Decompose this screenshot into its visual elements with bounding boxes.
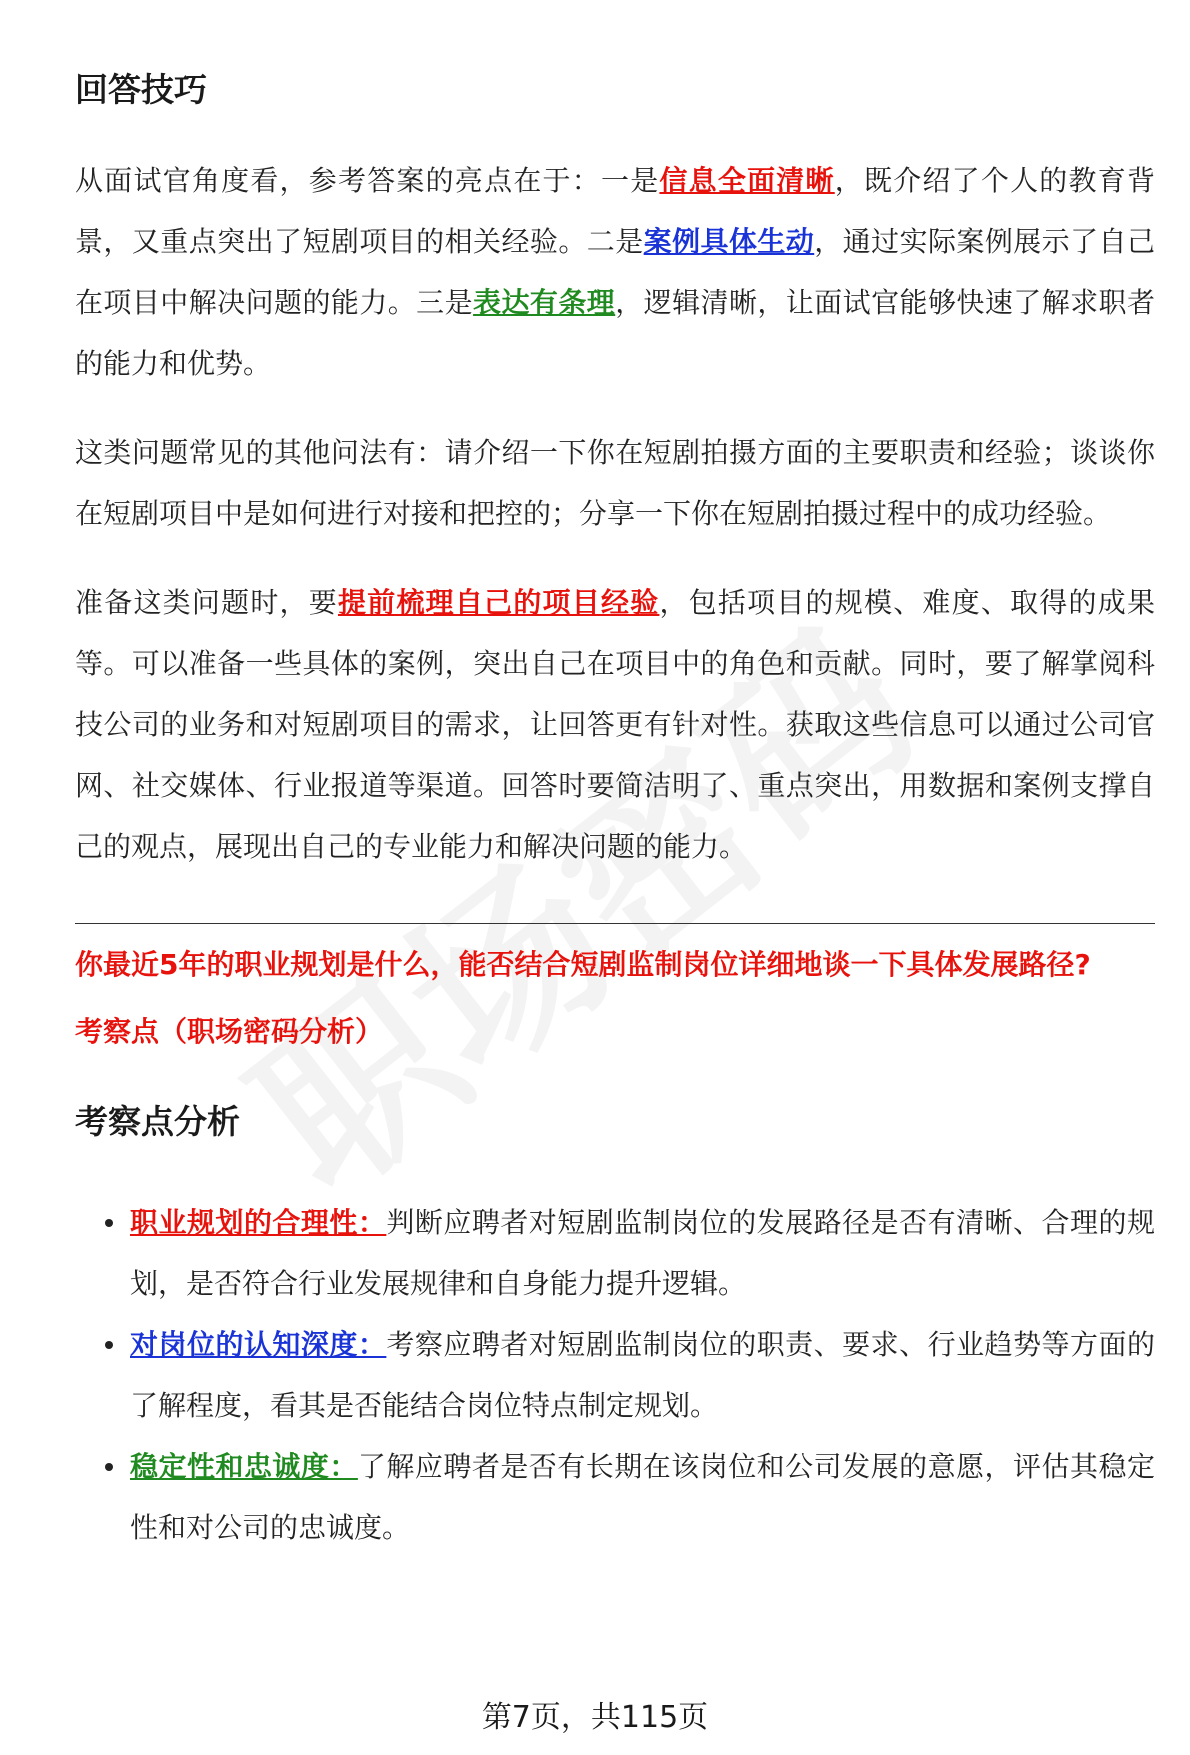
list-item: [75, 1314, 1155, 1436]
list-item: [75, 1436, 1155, 1558]
subheading-assessment: 考察点（职场密码分析）: [75, 1015, 384, 1048]
bullet-icon: [105, 1341, 113, 1349]
highlight-organized: 表达有条理: [473, 286, 616, 319]
text: ，逻辑清晰，让面试官能够快速了解求职者的能力和优势。: [75, 286, 1155, 380]
highlight-case-vivid: 案例具体生动: [643, 225, 815, 258]
question-heading: 你最近5年的职业规划是什么，能否结合短剧监制岗位详细地谈一下具体发展路径?: [75, 948, 1091, 981]
bullet-icon: [105, 1219, 113, 1227]
section-title-analysis: 考察点分析: [75, 1102, 240, 1141]
section-title-answer-tips: 回答技巧: [75, 70, 207, 109]
paragraph-highlights: [75, 150, 1155, 394]
point-text: 判断应聘者对短剧监制岗位的发展路径是否有清晰、合理的规划，是否符合行业发展规律和自身能力提升逻辑。: [130, 1206, 1155, 1300]
page-number: 第7页，共115页: [481, 1700, 709, 1735]
point-label: 稳定性和忠诚度：: [130, 1450, 358, 1483]
paragraph-preparation: [75, 572, 1155, 877]
paragraph-other-questions: 这类问题常见的其他问法有：请介绍一下你在短剧拍摄方面的主要职责和经验；谈谈你在短剧项目中是如何进行对接和把控的；分享一下你在短剧拍摄过程中的成功经验。: [75, 436, 1155, 530]
text: ，既介绍了个人的教育背景，又重点突出了短剧项目的相关经验。二是: [75, 164, 1155, 258]
text: 从面试官角度看，参考答案的亮点在于：一是: [75, 164, 660, 197]
bullet-icon: [105, 1463, 113, 1471]
highlight-project-experience: 提前梳理自己的项目经验: [338, 586, 660, 619]
text: ，通过实际案例展示了自己在项目中解决问题的能力。三是: [75, 225, 1155, 319]
text: 准备这类问题时，要: [75, 586, 338, 619]
text: ，包括项目的规模、难度、取得的成果等。可以准备一些具体的案例，突出自己在项目中的角色和贡献。同时，要了解掌阅科技公司的业务和对短剧项目的需求，让回答更有针对性。获取这些信息可以通过公司官网、社交媒体、行业报道等渠道。回答时要简洁明了、重点突出，用数据和案例支撑自己的观点，展现出自己的专业能力和解决问题的能力。: [75, 586, 1155, 863]
list-item: [75, 1192, 1155, 1314]
point-label: 对岗位的认知深度：: [130, 1328, 387, 1361]
highlight-info-clear: 信息全面清晰: [659, 164, 835, 197]
point-text: 考察应聘者对短剧监制岗位的职责、要求、行业趋势等方面的了解程度，看其是否能结合岗位特点制定规划。: [130, 1328, 1155, 1422]
content: [75, 58, 1155, 1558]
point-text: 了解应聘者是否有长期在该岗位和公司发展的意愿，评估其稳定性和对公司的忠诚度。: [130, 1450, 1155, 1544]
assessment-points-list: [75, 1192, 1155, 1558]
point-label: 职业规划的合理性：: [130, 1206, 387, 1239]
